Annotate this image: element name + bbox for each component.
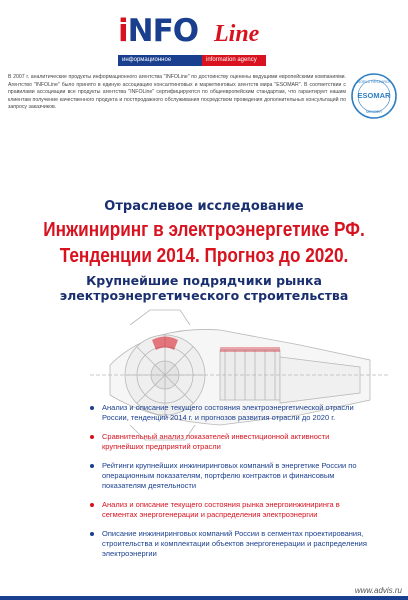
report-type-label: Отраслевое исследование [104,199,304,214]
feature-item [88,500,368,520]
report-tagline-line-1: Крупнейшие подрядчики рынка [86,273,322,288]
bullet-dot-icon [90,503,94,507]
feature-text: Анализ и описание текущего состояния рынка энергоинжиниринга в сегментах энергогенерации и распределения электроэнергии [102,500,340,519]
esomar-label: ESOMAR [357,91,391,100]
feature-item [88,529,368,559]
report-tagline [0,273,408,303]
bullet-dot-icon [90,464,94,468]
logo-line-script: Line [214,21,260,47]
esomar-ring-top: WORLD RESEARCH [356,80,392,84]
report-title-line-1: Инжиниринг в электроэнергетике РФ. [43,219,365,241]
feature-text: Описание инжиниринговых компаний России в сегментах проектирования, строительства и комплектации объектов энергогенерации и распределения электроэнергии [102,529,367,558]
infoline-logo [118,13,268,74]
bullet-dot-icon [90,532,94,536]
logo-wordmark: iNFO [118,13,199,49]
website-link[interactable]: www.advis.ru [354,586,402,595]
logo-tag-right: information agency [202,55,266,66]
report-title [29,217,380,269]
intro-paragraph: В 2007 г. аналитические продукты информационного агентства "INFOLine" по достоинству оценены ведущими европейскими компаниями. Агентство "INFOLine" было принято в единую ассоциацию консалтинговых и маркетинговых агентств мира "ESOMAR". В соответствии с правилами ассоциации все продукты агентства "INFOLine" сертифицируются по общеевропейским стандартам, что гарантирует нашим клиентам получение качественного продукта и постпродажного обслуживания посредством проведения дополнительных консультаций по запросу заказчиков. [8,74,346,111]
feature-item [88,403,368,423]
bullet-dot-icon [90,406,94,410]
feature-item [88,461,368,491]
bullet-dot-icon [90,435,94,439]
logo-tagline-bar [118,55,266,74]
report-tagline-line-2: электроэнергетического строительства [59,288,349,303]
feature-list [88,403,368,568]
feature-text: Анализ и описание текущего состояния электроэнергетической отрасли России, тенденций 2014 г. и прогнозов развития отрасли до 2020 г. [102,403,354,422]
footer-bar [0,596,408,600]
feature-text: Рейтинги крупнейших инжиниринговых компаний в энергетике России по операционным показателям, портфелю контрактов и финансовым показателям деятельности [102,461,357,490]
feature-item [88,432,368,452]
logo-tag-left: информационное агентство [118,55,202,66]
esomar-seal [350,72,398,120]
report-title-line-2: Тенденции 2014. Прогноз до 2020. [59,245,349,267]
feature-text: Сравнительный анализ показателей инвестиционной активности крупнейших предприятий отрасли [102,432,330,451]
esomar-ring-bottom: MEMBER [366,110,382,114]
